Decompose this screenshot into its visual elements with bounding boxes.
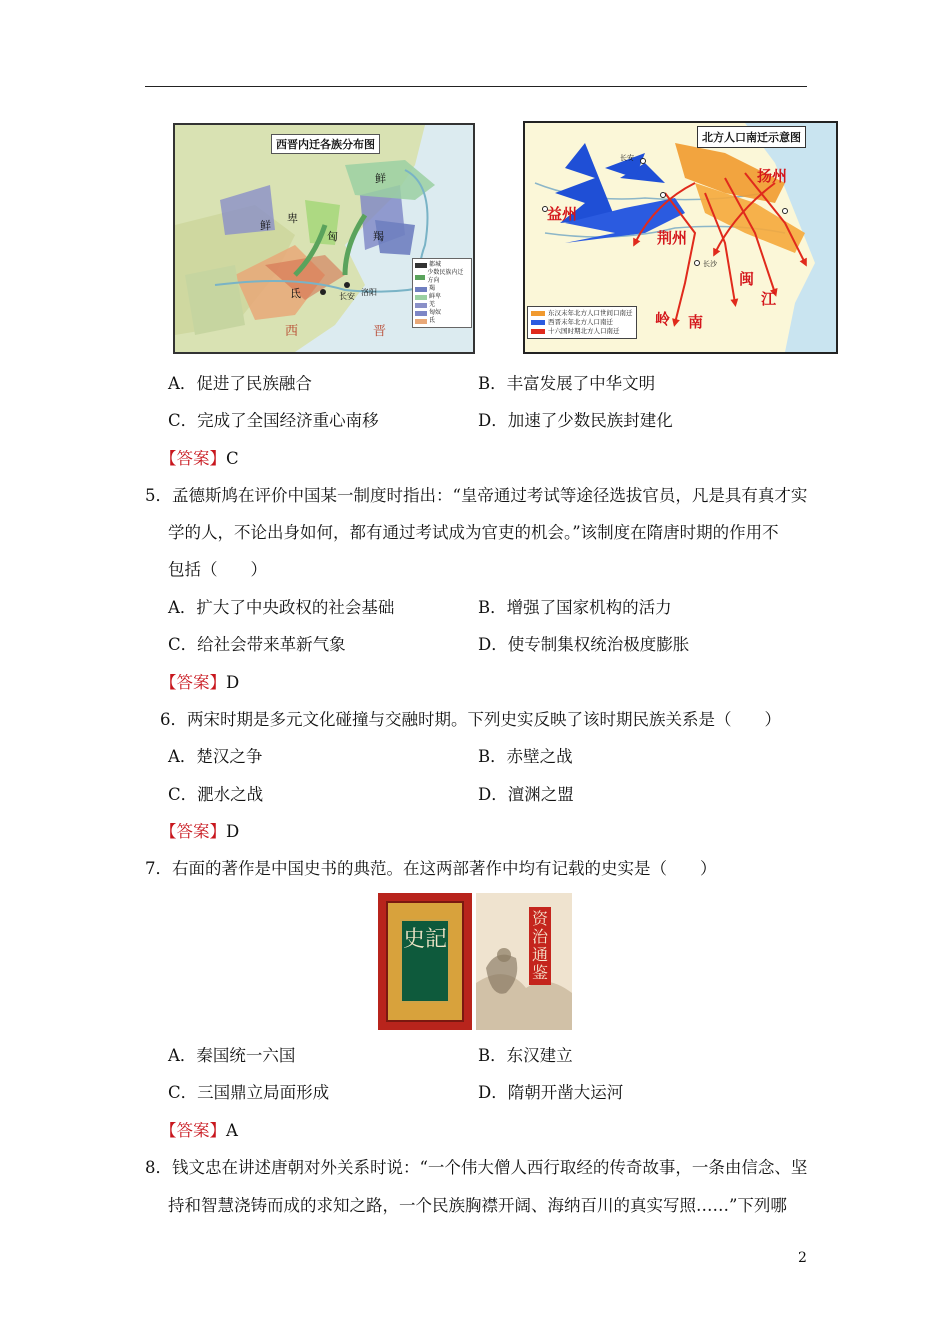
map2-label: 南 <box>688 313 704 331</box>
q7-option-a: A．秦国统一六国 <box>168 1046 296 1065</box>
book2-ink-painting <box>476 893 572 1030</box>
q6-option-b: B．赤壁之战 <box>478 747 573 766</box>
map1-label: 洛阳 <box>361 288 377 297</box>
q7-option-c: C．三国鼎立局面形成 <box>168 1083 330 1102</box>
book-zizhitongjian-title: 资治通鉴 <box>529 907 551 985</box>
book-shiji-cover <box>378 893 472 1030</box>
header-rule <box>145 86 807 87</box>
page-number: 2 <box>798 1250 807 1266</box>
map2-title: 北方人口南迁示意图 <box>697 126 806 148</box>
map1-label: 鲜 <box>375 172 386 185</box>
q7-answer: 【答案】A <box>160 1121 238 1140</box>
map2-label: 江 <box>761 290 777 308</box>
map2-label: 荆州 <box>657 229 688 247</box>
q4-option-d: D．加速了少数民族封建化 <box>478 411 673 430</box>
q7-option-d: D．隋朝开凿大运河 <box>478 1083 624 1102</box>
map-northern-population-migration <box>523 121 838 354</box>
q4-option-b: B．丰富发展了中华文明 <box>478 374 656 393</box>
q5-option-a: A．扩大了中央政权的社会基础 <box>168 598 395 617</box>
map1-legend: 都城 少数民族内迁方向 羯 鲜卑 羌 匈奴 氐 <box>412 258 472 328</box>
q7-stem: 7．右面的著作是中国史书的典范。在这两部著作中均有记载的史实是（ ） <box>145 859 717 878</box>
book-zizhitongjian-cover <box>476 893 572 1030</box>
q5-stem-line2: 学的人，不论出身如何，都有通过考试成为官吏的机会。”该制度在隋唐时期的作用不 <box>168 523 779 542</box>
q6-answer: 【答案】D <box>160 822 240 841</box>
map1-label: 西 <box>285 324 299 339</box>
map2-label: 长安 <box>620 154 634 162</box>
q5-stem-line1: 5．孟德斯鸠在评价中国某一制度时指出：“皇帝通过考试等途径选拔官员，凡是具有真才实 <box>145 486 808 505</box>
map1-title: 西晋内迁各族分布图 <box>271 134 380 154</box>
book-covers <box>378 893 572 1030</box>
map1-label: 晋 <box>373 324 387 339</box>
map1-label: 卑 <box>287 212 298 225</box>
map2-label: 益州 <box>547 205 578 223</box>
q5-option-b: B．增强了国家机构的活力 <box>478 598 672 617</box>
q5-option-d: D．使专制集权统治极度膨胀 <box>478 635 690 654</box>
q6-option-d: D．澶渊之盟 <box>478 785 574 804</box>
q5-stem-line3: 包括（ ） <box>168 560 267 579</box>
map-western-jin-migration <box>173 123 475 354</box>
q5-answer: 【答案】D <box>160 673 240 692</box>
map1-label: 鲜 <box>260 219 271 232</box>
map2-legend: 东汉末年北方人口世间口南迁 西晋末年北方人口南迁 十六国时期北方人口南迁 <box>527 306 637 339</box>
book-shiji-title: 史記 <box>400 919 450 1003</box>
q4-option-c: C．完成了全国经济重心南移 <box>168 411 379 430</box>
q8-stem-line1: 8．钱文忠在讲述唐朝对外关系时说：“一个伟大僧人西行取经的传奇故事，一条由信念、坚 <box>145 1158 808 1177</box>
q4-option-a: A．促进了民族融合 <box>168 374 312 393</box>
map2-label: 岭 <box>655 310 671 328</box>
map1-label: 长安 <box>339 292 355 301</box>
map2-label: 闽 <box>739 270 755 288</box>
map2-label: 扬州 <box>757 167 788 185</box>
q6-option-a: A．楚汉之争 <box>168 747 263 766</box>
q6-stem: 6．两宋时期是多元文化碰撞与交融时期。下列史实反映了该时期民族关系是（ ） <box>160 710 781 729</box>
map1-label: 匈 <box>327 230 338 243</box>
q8-stem-line2: 持和智慧浇铸而成的求知之路，一个民族胸襟开阔、海纳百川的真实写照……”下列哪 <box>168 1196 787 1215</box>
q7-option-b: B．东汉建立 <box>478 1046 573 1065</box>
q6-option-c: C．淝水之战 <box>168 785 264 804</box>
map1-label: 羯 <box>373 230 384 243</box>
q4-answer: 【答案】C <box>160 449 239 468</box>
map1-label: 氐 <box>290 287 301 300</box>
map2-label: 长沙 <box>703 260 717 268</box>
q5-option-c: C．给社会带来革新气象 <box>168 635 346 654</box>
